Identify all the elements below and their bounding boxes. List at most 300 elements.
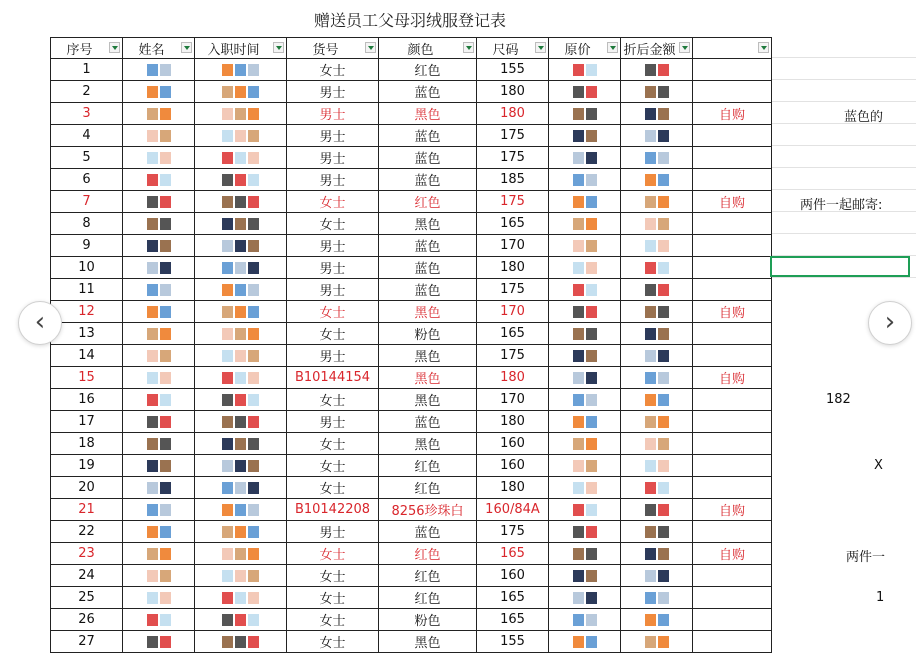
color-cell[interactable]: 红色 (379, 587, 477, 609)
redacted-pixel-block (235, 614, 246, 626)
discount-amount-cell[interactable] (621, 411, 693, 433)
name-cell[interactable] (123, 125, 195, 147)
row-number[interactable]: 25 (51, 587, 123, 609)
note-cell[interactable] (693, 609, 772, 631)
redacted-pixel-block (235, 240, 246, 252)
row-number[interactable]: 1 (51, 59, 123, 81)
name-cell[interactable] (123, 609, 195, 631)
hire-date-cell[interactable] (195, 433, 287, 455)
filter-dropdown-icon[interactable] (273, 42, 284, 53)
redacted-pixel-block (586, 64, 597, 76)
redacted-pixel-block (235, 174, 246, 186)
redacted-pixel-block (645, 570, 656, 582)
name-cell[interactable] (123, 433, 195, 455)
filter-dropdown-icon[interactable] (607, 42, 618, 53)
item-cell[interactable]: 男士 (287, 125, 379, 147)
color-cell[interactable]: 红色 (379, 543, 477, 565)
size-cell[interactable]: 160 (477, 565, 549, 587)
size-cell[interactable]: 170 (477, 301, 549, 323)
size-cell[interactable]: 165 (477, 543, 549, 565)
row-number[interactable]: 24 (51, 565, 123, 587)
name-cell[interactable] (123, 103, 195, 125)
redacted-pixel-block (248, 460, 259, 472)
filter-dropdown-icon[interactable] (535, 42, 546, 53)
original-price-cell[interactable] (549, 323, 621, 345)
hire-date-cell[interactable] (195, 235, 287, 257)
item-cell[interactable]: 男士 (287, 521, 379, 543)
note-cell[interactable] (693, 213, 772, 235)
original-price-cell[interactable] (549, 81, 621, 103)
redacted-pixel-block (235, 394, 246, 406)
discount-amount-cell[interactable] (621, 191, 693, 213)
color-cell[interactable]: 蓝色 (379, 521, 477, 543)
note-cell[interactable] (693, 587, 772, 609)
size-cell[interactable]: 180 (477, 367, 549, 389)
row-number[interactable]: 20 (51, 477, 123, 499)
table-row (51, 631, 772, 653)
name-cell[interactable] (123, 543, 195, 565)
original-price-cell[interactable] (549, 125, 621, 147)
name-cell[interactable] (123, 389, 195, 411)
size-cell[interactable]: 180 (477, 257, 549, 279)
redacted-pixel-block (222, 284, 233, 296)
size-cell[interactable]: 155 (477, 59, 549, 81)
size-cell[interactable]: 185 (477, 169, 549, 191)
redacted-pixel-block (248, 306, 259, 318)
row-number[interactable]: 14 (51, 345, 123, 367)
redacted-pixel-block (586, 306, 597, 318)
original-price-cell[interactable] (549, 389, 621, 411)
redacted-pixel-block (586, 636, 597, 648)
size-cell[interactable]: 175 (477, 521, 549, 543)
redacted-pixel-block (658, 196, 669, 208)
discount-amount-cell[interactable] (621, 235, 693, 257)
color-cell[interactable]: 蓝色 (379, 411, 477, 433)
hire-date-cell[interactable] (195, 499, 287, 521)
redacted-pixel-block (248, 240, 259, 252)
row-number[interactable]: 5 (51, 147, 123, 169)
redacted-pixel-block (147, 284, 158, 296)
hire-date-cell[interactable] (195, 389, 287, 411)
discount-amount-cell[interactable] (621, 455, 693, 477)
color-cell[interactable]: 黑色 (379, 631, 477, 653)
size-cell[interactable]: 175 (477, 279, 549, 301)
original-price-cell[interactable] (549, 455, 621, 477)
name-cell[interactable] (123, 257, 195, 279)
discount-amount-cell[interactable] (621, 367, 693, 389)
table-row (51, 389, 772, 411)
color-cell[interactable]: 黑色 (379, 213, 477, 235)
original-price-cell[interactable] (549, 411, 621, 433)
row-number[interactable]: 11 (51, 279, 123, 301)
discount-amount-cell[interactable] (621, 213, 693, 235)
row-number[interactable]: 10 (51, 257, 123, 279)
item-cell[interactable]: 男士 (287, 257, 379, 279)
note-cell[interactable]: 自购 (693, 191, 772, 213)
note-cell[interactable] (693, 147, 772, 169)
row-number[interactable]: 3 (51, 103, 123, 125)
redacted-pixel-block (658, 174, 669, 186)
note-cell[interactable] (693, 279, 772, 301)
color-cell[interactable]: 红色 (379, 477, 477, 499)
discount-amount-cell[interactable] (621, 81, 693, 103)
name-cell[interactable] (123, 345, 195, 367)
color-cell[interactable]: 黑色 (379, 389, 477, 411)
color-cell[interactable]: 蓝色 (379, 169, 477, 191)
item-cell[interactable]: 女士 (287, 477, 379, 499)
item-cell[interactable]: 女士 (287, 609, 379, 631)
item-cell[interactable]: 男士 (287, 169, 379, 191)
size-cell[interactable]: 165 (477, 323, 549, 345)
note-cell[interactable] (693, 169, 772, 191)
note-cell[interactable] (693, 565, 772, 587)
original-price-cell[interactable] (549, 191, 621, 213)
row-number[interactable]: 9 (51, 235, 123, 257)
hire-date-cell[interactable] (195, 455, 287, 477)
color-cell[interactable]: 黑色 (379, 103, 477, 125)
item-cell[interactable]: 女士 (287, 543, 379, 565)
redacted-pixel-block (160, 592, 171, 604)
item-cell[interactable]: 女士 (287, 323, 379, 345)
hire-date-cell[interactable] (195, 411, 287, 433)
sheet-title: 赠送员工父母羽绒服登记表 (313, 11, 506, 30)
color-cell[interactable]: 粉色 (379, 323, 477, 345)
redacted-pixel-block (160, 482, 171, 494)
original-price-cell[interactable] (549, 103, 621, 125)
row-number[interactable]: 7 (51, 191, 123, 213)
redacted-pixel-block (573, 636, 584, 648)
note-cell[interactable] (693, 235, 772, 257)
note-cell[interactable] (693, 411, 772, 433)
hire-date-cell[interactable] (195, 147, 287, 169)
size-cell[interactable]: 175 (477, 147, 549, 169)
color-cell[interactable]: 红色 (379, 59, 477, 81)
discount-amount-cell[interactable] (621, 587, 693, 609)
hire-date-cell[interactable] (195, 125, 287, 147)
hire-date-cell[interactable] (195, 345, 287, 367)
name-cell[interactable] (123, 411, 195, 433)
discount-amount-cell[interactable] (621, 257, 693, 279)
item-cell[interactable]: 男士 (287, 103, 379, 125)
hire-date-cell[interactable] (195, 565, 287, 587)
name-cell[interactable] (123, 631, 195, 653)
note-cell[interactable]: 自购 (693, 301, 772, 323)
size-cell[interactable]: 165 (477, 587, 549, 609)
size-cell[interactable]: 180 (477, 81, 549, 103)
item-cell[interactable]: 女士 (287, 301, 379, 323)
size-cell[interactable]: 165 (477, 609, 549, 631)
original-price-cell[interactable] (549, 169, 621, 191)
redacted-pixel-block (147, 262, 158, 274)
size-cell[interactable]: 175 (477, 191, 549, 213)
hire-date-cell[interactable] (195, 81, 287, 103)
row-number[interactable]: 17 (51, 411, 123, 433)
hire-date-cell[interactable] (195, 213, 287, 235)
row-number[interactable]: 18 (51, 433, 123, 455)
size-cell[interactable]: 160/84A (477, 499, 549, 521)
discount-amount-cell[interactable] (621, 345, 693, 367)
discount-amount-cell[interactable] (621, 389, 693, 411)
filter-dropdown-icon[interactable] (463, 42, 474, 53)
redacted-pixel-block (658, 262, 669, 274)
discount-amount-cell[interactable] (621, 323, 693, 345)
hire-date-cell[interactable] (195, 609, 287, 631)
item-cell[interactable]: 女士 (287, 213, 379, 235)
chevron-left-icon[interactable]: ‹ (18, 301, 62, 345)
original-price-cell[interactable] (549, 631, 621, 653)
note-cell[interactable] (693, 631, 772, 653)
original-price-cell[interactable] (549, 257, 621, 279)
item-cell[interactable]: 女士 (287, 631, 379, 653)
redacted-pixel-block (222, 570, 233, 582)
item-cell[interactable]: 女士 (287, 389, 379, 411)
redacted-pixel-block (586, 152, 597, 164)
note-cell[interactable] (693, 345, 772, 367)
hire-date-cell[interactable] (195, 191, 287, 213)
note-cell[interactable]: 自购 (693, 499, 772, 521)
color-cell[interactable]: 蓝色 (379, 279, 477, 301)
row-number[interactable]: 26 (51, 609, 123, 631)
item-cell[interactable]: 女士 (287, 565, 379, 587)
row-number[interactable]: 4 (51, 125, 123, 147)
size-cell[interactable]: 175 (477, 345, 549, 367)
note-cell[interactable] (693, 389, 772, 411)
redacted-pixel-block (645, 438, 656, 450)
item-cell[interactable]: 男士 (287, 147, 379, 169)
redacted-pixel-block (160, 548, 171, 560)
row-number[interactable]: 19 (51, 455, 123, 477)
discount-amount-cell[interactable] (621, 169, 693, 191)
size-cell[interactable]: 170 (477, 235, 549, 257)
note-cell[interactable] (693, 455, 772, 477)
original-price-cell[interactable] (549, 543, 621, 565)
item-cell[interactable]: 女士 (287, 455, 379, 477)
color-cell[interactable]: 蓝色 (379, 125, 477, 147)
row-number[interactable]: 22 (51, 521, 123, 543)
original-price-cell[interactable] (549, 565, 621, 587)
filter-dropdown-icon[interactable] (109, 42, 120, 53)
color-cell[interactable]: 蓝色 (379, 81, 477, 103)
redacted-pixel-block (248, 526, 259, 538)
original-price-cell[interactable] (549, 59, 621, 81)
discount-amount-cell[interactable] (621, 477, 693, 499)
redacted-pixel-block (147, 614, 158, 626)
note-cell[interactable] (693, 81, 772, 103)
item-cell[interactable]: 男士 (287, 345, 379, 367)
name-cell[interactable] (123, 147, 195, 169)
original-price-cell[interactable] (549, 147, 621, 169)
name-cell[interactable] (123, 81, 195, 103)
table-row (51, 477, 772, 499)
discount-amount-cell[interactable] (621, 609, 693, 631)
original-price-cell[interactable] (549, 279, 621, 301)
row-number[interactable]: 27 (51, 631, 123, 653)
name-cell[interactable] (123, 279, 195, 301)
item-cell[interactable]: B10142208 (287, 499, 379, 521)
name-cell[interactable] (123, 499, 195, 521)
note-cell[interactable]: 自购 (693, 543, 772, 565)
name-cell[interactable] (123, 301, 195, 323)
color-cell[interactable]: 蓝色 (379, 257, 477, 279)
color-cell[interactable]: 黑色 (379, 345, 477, 367)
table-row (51, 257, 772, 279)
name-cell[interactable] (123, 455, 195, 477)
size-cell[interactable]: 155 (477, 631, 549, 653)
row-number[interactable]: 12 (51, 301, 123, 323)
size-cell[interactable]: 160 (477, 433, 549, 455)
size-cell[interactable]: 160 (477, 455, 549, 477)
redacted-pixel-block (658, 636, 669, 648)
hire-date-cell[interactable] (195, 631, 287, 653)
name-cell[interactable] (123, 477, 195, 499)
size-cell[interactable]: 180 (477, 477, 549, 499)
filter-dropdown-icon[interactable] (181, 42, 192, 53)
row-number[interactable]: 15 (51, 367, 123, 389)
item-cell[interactable]: 女士 (287, 191, 379, 213)
name-cell[interactable] (123, 565, 195, 587)
redacted-pixel-block (573, 64, 584, 76)
name-cell[interactable] (123, 191, 195, 213)
original-price-cell[interactable] (549, 499, 621, 521)
name-cell[interactable] (123, 235, 195, 257)
name-cell[interactable] (123, 367, 195, 389)
redacted-pixel-block (645, 350, 656, 362)
color-cell[interactable]: 红色 (379, 455, 477, 477)
hire-date-cell[interactable] (195, 323, 287, 345)
row-number[interactable]: 21 (51, 499, 123, 521)
redacted-pixel-block (573, 130, 584, 142)
discount-amount-cell[interactable] (621, 565, 693, 587)
original-price-cell[interactable] (549, 521, 621, 543)
size-cell[interactable]: 165 (477, 213, 549, 235)
redacted-pixel-block (586, 86, 597, 98)
original-price-cell[interactable] (549, 213, 621, 235)
name-cell[interactable] (123, 213, 195, 235)
note-cell[interactable] (693, 433, 772, 455)
redacted-pixel-block (645, 306, 656, 318)
note-cell[interactable] (693, 521, 772, 543)
name-cell[interactable] (123, 59, 195, 81)
filter-dropdown-icon[interactable] (679, 42, 690, 53)
note-cell[interactable]: 自购 (693, 367, 772, 389)
name-cell[interactable] (123, 323, 195, 345)
color-cell[interactable]: 蓝色 (379, 235, 477, 257)
note-cell[interactable] (693, 477, 772, 499)
note-cell[interactable] (693, 257, 772, 279)
color-cell[interactable]: 粉色 (379, 609, 477, 631)
discount-amount-cell[interactable] (621, 543, 693, 565)
original-price-cell[interactable] (549, 587, 621, 609)
discount-amount-cell[interactable] (621, 301, 693, 323)
row-number[interactable]: 16 (51, 389, 123, 411)
name-cell[interactable] (123, 521, 195, 543)
color-cell[interactable]: 红色 (379, 565, 477, 587)
size-cell[interactable]: 175 (477, 125, 549, 147)
item-cell[interactable]: 女士 (287, 433, 379, 455)
note-cell[interactable] (693, 125, 772, 147)
hire-date-cell[interactable] (195, 543, 287, 565)
name-cell[interactable] (123, 587, 195, 609)
item-cell[interactable]: 女士 (287, 59, 379, 81)
color-cell[interactable]: 红色 (379, 191, 477, 213)
discount-amount-cell[interactable] (621, 147, 693, 169)
redacted-pixel-block (147, 416, 158, 428)
color-cell[interactable]: 蓝色 (379, 147, 477, 169)
hire-date-cell[interactable] (195, 367, 287, 389)
discount-amount-cell[interactable] (621, 433, 693, 455)
hire-date-cell[interactable] (195, 257, 287, 279)
original-price-cell[interactable] (549, 477, 621, 499)
color-cell[interactable]: 8256珍珠白 (379, 499, 477, 521)
row-number[interactable]: 23 (51, 543, 123, 565)
redacted-pixel-block (658, 64, 669, 76)
size-cell[interactable]: 170 (477, 389, 549, 411)
discount-amount-cell[interactable] (621, 103, 693, 125)
selected-cell[interactable] (770, 256, 910, 277)
redacted-pixel-block (160, 416, 171, 428)
color-cell[interactable]: 黑色 (379, 367, 477, 389)
note-cell[interactable] (693, 59, 772, 81)
redacted-pixel-block (645, 614, 656, 626)
hire-date-cell[interactable] (195, 169, 287, 191)
table-row (51, 565, 772, 587)
filter-dropdown-icon[interactable] (365, 42, 376, 53)
original-price-cell[interactable] (549, 345, 621, 367)
hire-date-cell[interactable] (195, 587, 287, 609)
item-cell[interactable]: 男士 (287, 235, 379, 257)
original-price-cell[interactable] (549, 367, 621, 389)
size-cell[interactable]: 180 (477, 411, 549, 433)
redacted-pixel-block (235, 504, 246, 516)
item-cell[interactable]: 男士 (287, 81, 379, 103)
discount-amount-cell[interactable] (621, 59, 693, 81)
note-cell[interactable]: 自购 (693, 103, 772, 125)
hire-date-cell[interactable] (195, 103, 287, 125)
discount-amount-cell[interactable] (621, 279, 693, 301)
name-cell[interactable] (123, 169, 195, 191)
item-cell[interactable]: B10144154 (287, 367, 379, 389)
redacted-pixel-block (573, 526, 584, 538)
note-two-pieces: 两件一 (846, 550, 886, 565)
hire-date-cell[interactable] (195, 521, 287, 543)
size-cell[interactable]: 180 (477, 103, 549, 125)
discount-amount-cell[interactable] (621, 499, 693, 521)
row-number[interactable]: 13 (51, 323, 123, 345)
original-price-cell[interactable] (549, 235, 621, 257)
original-price-cell[interactable] (549, 301, 621, 323)
item-cell[interactable]: 男士 (287, 279, 379, 301)
color-cell[interactable]: 黑色 (379, 301, 477, 323)
row-number[interactable]: 8 (51, 213, 123, 235)
original-price-cell[interactable] (549, 433, 621, 455)
chevron-right-icon[interactable]: › (868, 301, 912, 345)
original-price-cell[interactable] (549, 609, 621, 631)
discount-amount-cell[interactable] (621, 125, 693, 147)
hire-date-cell[interactable] (195, 279, 287, 301)
row-number[interactable]: 2 (51, 81, 123, 103)
hire-date-cell[interactable] (195, 301, 287, 323)
filter-dropdown-icon[interactable] (758, 42, 769, 53)
hire-date-cell[interactable] (195, 477, 287, 499)
discount-amount-cell[interactable] (621, 631, 693, 653)
row-number[interactable]: 6 (51, 169, 123, 191)
discount-amount-cell[interactable] (621, 521, 693, 543)
color-cell[interactable]: 黑色 (379, 433, 477, 455)
item-cell[interactable]: 女士 (287, 587, 379, 609)
item-cell[interactable]: 男士 (287, 411, 379, 433)
hire-date-cell[interactable] (195, 59, 287, 81)
note-cell[interactable] (693, 323, 772, 345)
